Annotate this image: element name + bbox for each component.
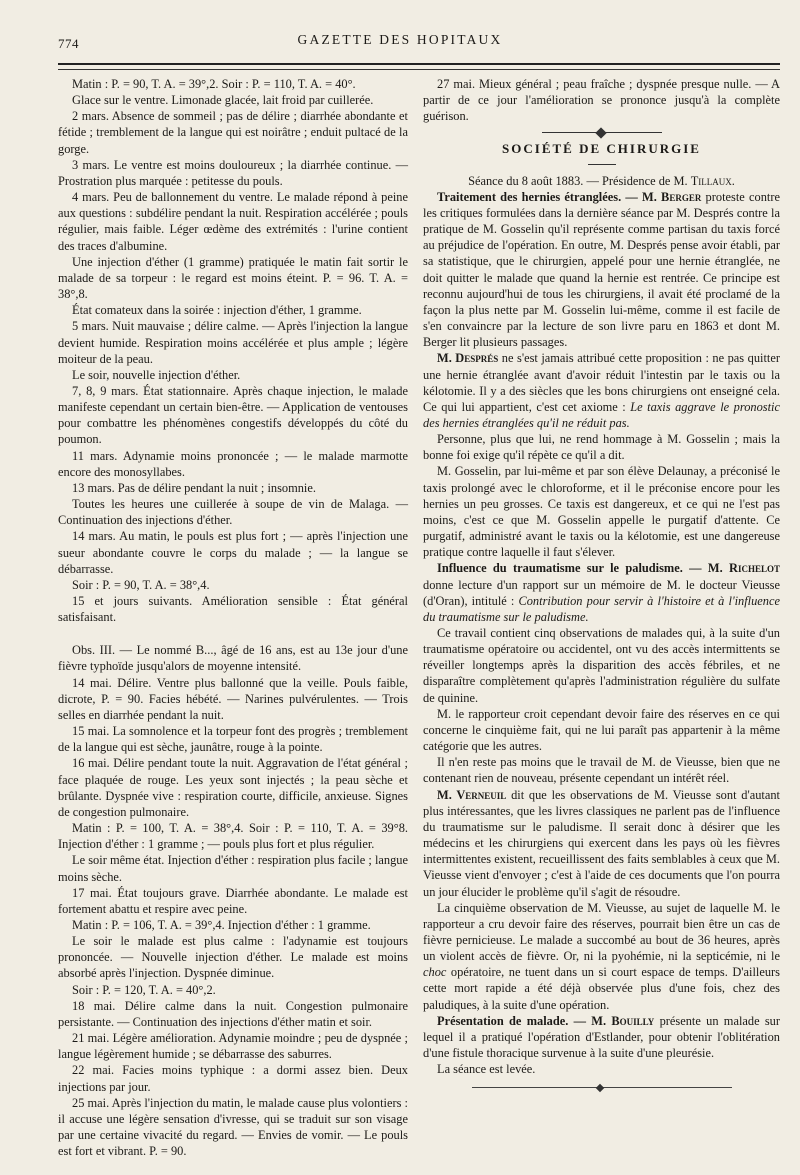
speaker-name: M. Bouilly [591,1013,655,1028]
paragraph: 3 mars. Le ventre est moins douloureux ; la diarrhée continue. — Prostration plus marquée : petitesse du pouls. [58,157,408,188]
paragraph: Matin : P. = 100, T. A. = 38°,4. Soir : P. = 110, T. A. = 39°8. Injection d'éther : 1 gramme ; — pouls plus fort et plus régulier. [58,821,408,852]
header-rule-thick [58,63,780,65]
paragraph: 18 mai. Délire calme dans la nuit. Congestion pulmonaire persistante. — Continuation des injections d'éther matin et soir. [58,998,408,1029]
section-title: SOCIÉTÉ DE CHIRURGIE [502,141,701,157]
subsection-title: Traitement des hernies étranglées. — [437,189,638,204]
paragraph: Soir : P. = 90, T. A. = 38°,4. [72,577,210,592]
page-number: 774 [58,36,79,51]
paragraph: 21 mai. Légère amélioration. Adynamie moindre ; peu de dyspnée ; langue légèrement humide ; se débarrasse des saburres. [58,1031,408,1062]
header-rule-thin [58,69,780,70]
speaker-name: M. Richelot [707,561,780,576]
paragraph: 17 mai. État toujours grave. Diarrhée abondante. Le malade est fortement abattu et respire avec peine. [58,885,408,916]
left-column [58,76,408,1159]
paragraph: État comateux dans la soirée : injection d'éther, 1 gramme. [72,303,362,318]
end-separator [472,1087,732,1088]
paragraph: Le soir le malade est plus calme : l'adynamie est toujours prononcée. — Nouvelle injection d'éther. Le malade est moins absorbé après l'injection. Dyspnée diminue. [58,934,408,981]
paragraph: 16 mai. Délire pendant toute la nuit. Aggravation de l'état général ; face plaquée de rouge. Les yeux sont injectés ; la peau sèche et brûlante. Dyspnée vive : respiration courte, difficile, anxieuse. Signes de congestion pulmonaire. [58,756,408,819]
speaker-name: M. Berger [642,189,702,204]
paragraph: La cinquième observation de M. Vieusse, au sujet de laquelle M. le rapporteur a cru devoir faire des réserves, pourrait bien être un cas de fièvre pernicieuse. Le malade a succombé au bout de 36 heures, après un violent accès de fièvre. Or, ni la pyohémie, ni la septicémie, ni le choc opératoire, ne tuent dans un si court espace de temps. D'ailleurs cette mort rapide a été déjà observée plus d'une fois, chez des paludiques, à la suite d'une opération. [423,900,780,1012]
president-name: Tillaux [690,173,732,188]
page-header [0,32,800,62]
paragraph: Le soir même état. Injection d'éther : respiration plus facile ; langue moins sèche. [58,853,408,884]
paragraph: Influence du traumatisme sur le paludisme. — M. Richelot donne lecture d'un rapport sur un mémoire de M. le docteur Vieusse (d'Oran), intitulé : Contribution pour servir à l'histoire et à l'influence du traumatisme sur le paludisme. [423,561,781,624]
paragraph: Personne, plus que lui, ne rend hommage à M. Gosselin ; mais la bonne foi exige qu'il répète ce qu'il a dit. [423,432,780,463]
paragraph: 5 mars. Nuit mauvaise ; délire calme. — Après l'injection la langue devient humide. Respiration moins accélérée et plus ample ; légère moiteur de la peau. [58,319,408,366]
paragraph: M. Després ne s'est jamais attribué cette proposition : ne pas quitter une hernie étranglée avant d'avoir réduit l'intestin par le taxis ou la kélotomie. Il y a des siècles que les bons chirurgiens ont enseigné cela. Ce qui lui appartient, c'est cet axiome : Le taxis aggrave le pronostic des hernies étranglées qu'il ne réduit pas. [423,351,780,430]
section-separator [542,132,662,133]
title-underline [588,164,616,165]
paragraph: Toutes les heures une cuillerée à soupe de vin de Malaga. — Continuation des injections d'éther. [58,497,408,528]
paragraph: 2 mars. Absence de sommeil ; pas de délire ; diarrhée abondante et fétide ; tremblement de la langue qui est noirâtre ; enduit pultacé de la gorge. [58,109,408,156]
paragraph: 7, 8, 9 mars. État stationnaire. Après chaque injection, le malade manifeste cependant un certain bien-être. — Application de ventouses pour combattre les phénomènes congestifs développés du côté du poumon. [58,383,408,447]
paragraph: Le soir, nouvelle injection d'éther. [72,367,241,382]
paragraph: Ce travail contient cinq observations de malades qui, à la suite d'un traumatisme opératoire ou accidentel, ont vu des accès intermittents se réveiller longtemps après la disparition des accès fébriles, et ne disparaître complètement qu'après l'administration régulière du sulfate de quinine. [423,626,780,705]
paragraph: 14 mars. Au matin, le pouls est plus fort ; — après l'injection une sueur abondante couvre le corps du malade ; — la langue se débarrasse. [58,529,408,576]
paragraph: Soir : P. = 120, T. A. = 40°,2. [72,982,216,997]
paragraph: 15 mai. La somnolence et la torpeur font des progrès ; tremblement de la langue qui est sèche, jaunâtre, rouge à la pointe. [58,724,408,755]
italic-term: choc [423,965,447,980]
paragraph: Une injection d'éther (1 gramme) pratiquée le matin fait sortir le malade de sa torpeur : le regard est moins éteint. P. = 96. T. A. = 38°,8. [58,254,408,302]
paragraph: 13 mars. Pas de délire pendant la nuit ; insomnie. [72,480,316,495]
paragraph: M. Gosselin, par lui-même et par son élève Delaunay, a préconisé le taxis prolongé avec le chloroforme, et il le préconise encore pour les hernies un peu grosses. Ce taxis est dangereux, et ce qui ne l'est pas moins, c'est ce que M. Gosselin appelle le purgatif d'attente. Ce purgatif, administré avant le taxis ou la kélotomie, est une dangereuse pratique contre laquelle il faut s'élever. [423,464,780,560]
paragraph: Traitement des hernies étranglées. — M. Berger proteste contre les critiques formulées dans la dernière séance par M. Després contre la pratique de M. Gosselin qu'il représente comme partisan du taxis forcé au préjudice de l'opération. En outre, M. Després pense avoir établi, par sa statistique, que le chirurgien, appelé pour une hernie étranglée, ne doit quitter le malade que quand la hernie est rentrée. Ce principe est reconnu aujourd'hui de tous les chirurgiens, il avait été proclamé de la façon la plus nette par M. Gosselin lui-même, comme il est facile de s'en convaincre par la lecture de son livre paru en 1863 et dont M. Berger lit plusieurs passages. [423,189,780,350]
paragraph: M. le rapporteur croit cependant devoir faire des réserves en ce qui concerne le cinquième fait, qui ne lui paraît pas appartenir à la même catégorie que les autres. [423,706,780,754]
paragraph: 25 mai. Après l'injection du matin, le malade cause plus volontiers : il accuse une légère sensation d'ivresse, qui se traduit sur son visage par une certaine vivacité du regard. — Envies de vomir. — Le pouls est fort et vibrant. P. = 90. [58,1095,408,1159]
observation-heading: Obs. III. — Le nommé B..., âgé de 16 ans, est au 13e jour d'une fièvre typhoïde jusqu'alors de moyenne intensité. [58,643,408,674]
paragraph: 27 mai. Mieux général ; peau fraîche ; dyspnée presque nulle. — A partir de ce jour l'amélioration se prononce jusqu'à la complète guérison. [423,77,780,124]
paragraph: M. Verneuil dit que les observations de M. Vieusse sont d'autant plus intéressantes, que les livres classiques ne parlent pas de l'influence du traumatisme sur le paludisme. Il serait donc à désirer que les médecins et les chirurgiens qui exercent dans les pays où les fièvres intermittentes existent, recueillissent des faits semblables à ceux que M. Vieusse vient d'envoyer ; c'est à l'aide de ces documents que l'on pourra un jour élucider le problème qu'il s'agit de résoudre. [423,787,780,899]
paragraph: 15 et jours suivants. Amélioration sensible : État général satisfaisant. [58,594,408,625]
session-line: Séance du 8 août 1883. — Présidence de M. Tillaux. [468,173,735,188]
axiom-quote: Le taxis aggrave le pronostic des hernies étranglées qu'il ne réduit pas. [423,399,780,430]
diamond-ornament-icon [595,1084,603,1092]
paragraph: 4 mars. Peu de ballonnement du ventre. Le malade répond à peine aux questions : subdélire pendant la nuit. Respiration accélérée ; pouls régulier, mais faible. Léger œdème des extrémités : l'urine contient des traces d'albumine. [58,190,408,253]
subsection-title: Présentation de malade. — [437,1013,587,1028]
paragraph: 11 mars. Adynamie moins prononcée ; — le malade marmotte encore des monosyllabes. [58,448,408,479]
right-column [423,76,780,1088]
paragraph: 22 mai. Facies moins typhique : a dormi assez bien. Deux injections par jour. [58,1063,408,1094]
paragraph: Il n'en reste pas moins que le travail de M. de Vieusse, bien que ne contenant rien de nouveau, présente cependant un intérêt réel. [423,755,780,786]
memoir-title: Contribution pour servir à l'histoire et à l'influence du traumatisme sur le paludisme. [423,593,781,624]
speaker-name: M. Verneuil [437,787,507,802]
paragraph: Glace sur le ventre. Limonade glacée, lait froid par cuillerée. [72,93,374,108]
subsection-title: Influence du traumatisme sur le paludisme. — [437,561,702,576]
closing-line: La séance est levée. [437,1062,536,1077]
diamond-ornament-icon [595,128,606,139]
speaker-name: M. Després [437,351,499,366]
paragraph: Présentation de malade. — M. Bouilly présente un malade sur lequel il a pratiqué l'opération d'Estlander, pour obtenir l'oblitération d'une fistule thoracique survenue à la suite d'une pleurésie. [423,1013,780,1061]
paragraph: 14 mai. Délire. Ventre plus ballonné que la veille. Pouls faible, dicrote, P. = 90. Facies hébété. — Narines pulvérulentes. — Trois selles en diarrhée pendant la nuit. [58,675,408,722]
paragraph: Matin : P. = 90, T. A. = 39°,2. Soir : P. = 110, T. A. = 40°. [72,77,356,91]
running-title: GAZETTE DES HOPITAUX [297,32,503,47]
paragraph: Matin : P. = 106, T. A. = 39°,4. Injection d'éther : 1 gramme. [72,917,371,932]
